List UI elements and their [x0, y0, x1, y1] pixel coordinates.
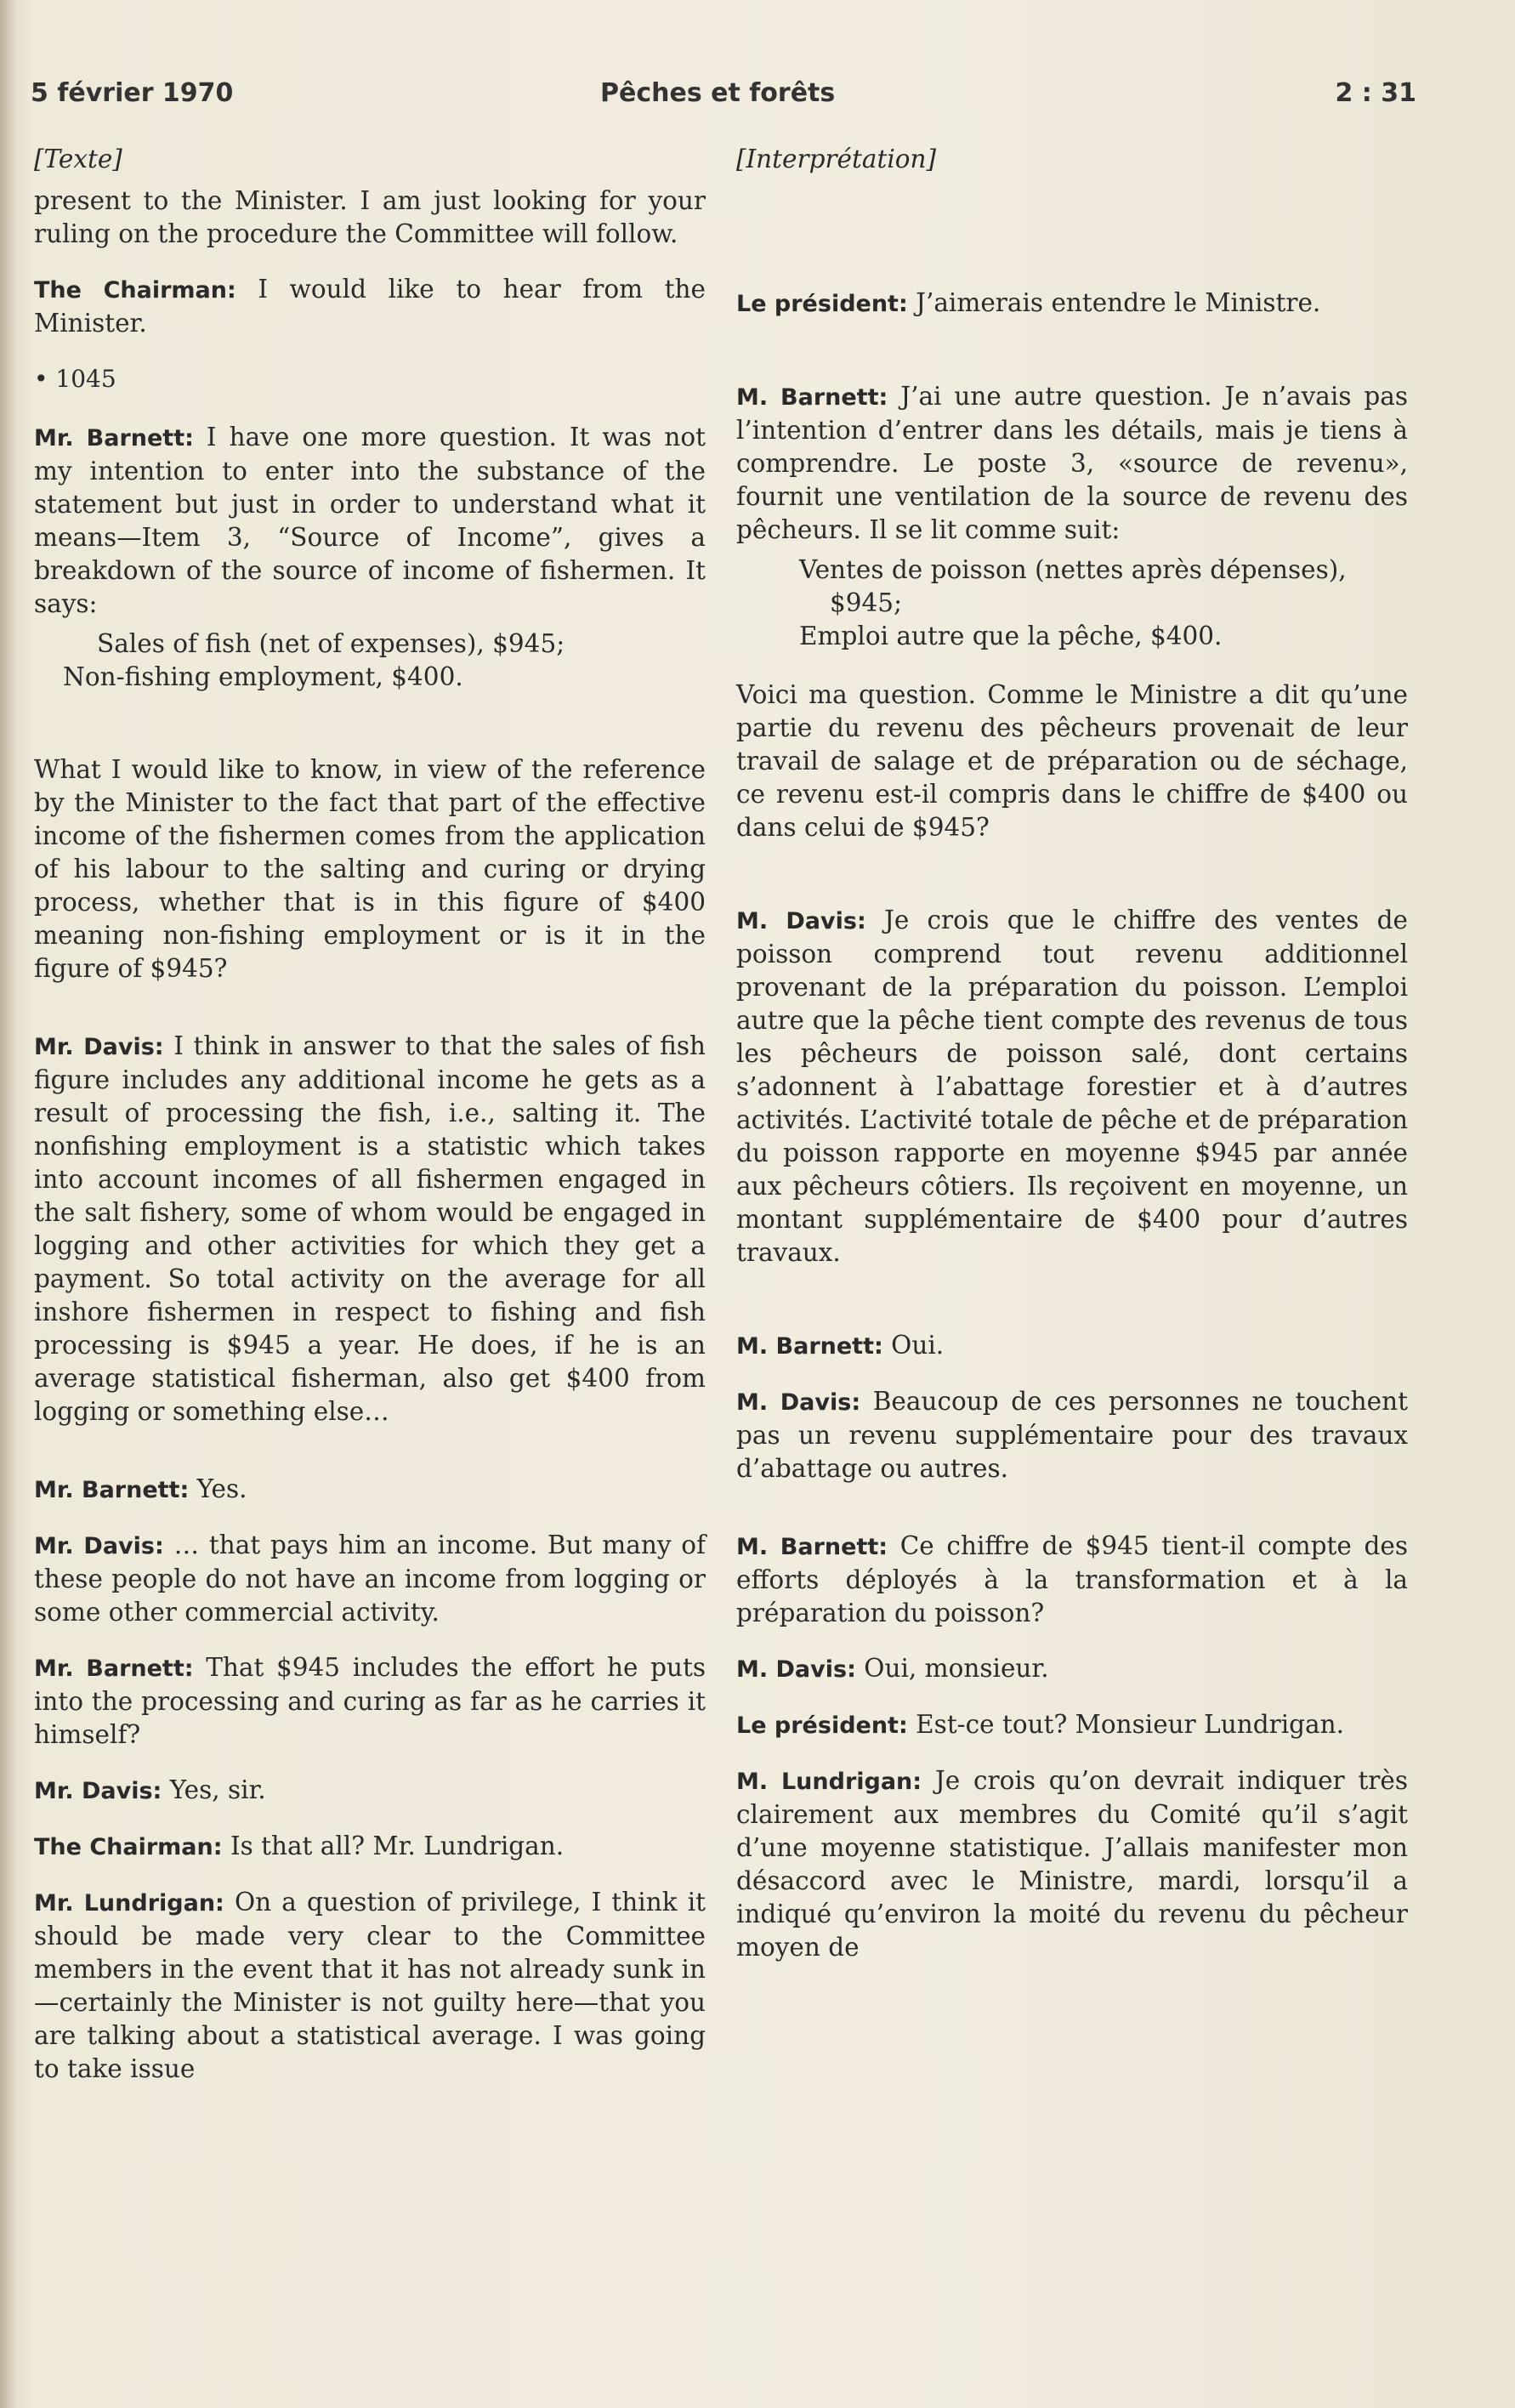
speaker-name: Mr. Davis: — [34, 1533, 164, 1559]
paragraph — [34, 1473, 706, 1507]
speech-text: Oui. — [882, 1331, 945, 1360]
paragraph — [736, 904, 1408, 1269]
header-page-number: 2 : 31 — [1335, 78, 1416, 108]
speaker-name: The Chairman: — [34, 1834, 223, 1860]
speaker-name: M. Davis: — [736, 1656, 856, 1683]
speaker-name: M. Barnett: — [736, 384, 888, 411]
speaker-name: Mr. Barnett: — [34, 425, 194, 452]
speaker-name: Mr. Lundrigan: — [34, 1890, 224, 1917]
paragraph — [736, 287, 1408, 321]
paragraph — [736, 380, 1408, 547]
paragraph — [736, 1329, 1408, 1363]
paragraph — [34, 1529, 706, 1629]
paragraph — [736, 1652, 1408, 1686]
column-label-texte: [Texte] — [34, 145, 122, 173]
paragraph — [34, 1774, 706, 1808]
header-date: 5 février 1970 — [31, 78, 234, 108]
speech-text: I think in answer to that the sales of fish figure includes any additional income he gets as a result of processing the fish, i.e., salting it. The nonfishing employment is a statistic which takes into account incomes of all fishermen engaged in the salt fishery, some of whom would be engaged in logging and other activities for which they get a payment. So total activity on the average for all inshore fishermen in respect to fishing and fish processing is $945 a year. He does, if he is an average statistical fisherman, also get $400 from logging or something else… — [34, 1031, 706, 1426]
speaker-name: The Chairman: — [34, 277, 236, 304]
quote-line: Non-fishing employment, $400. — [63, 662, 463, 691]
header-title: Pêches et forêts — [600, 78, 836, 108]
quote-line: Sales of fish (net of expenses), $945; — [97, 629, 565, 658]
speech-text: Ce chiffre de $945 tient-il compte des efforts déployés à la transformation et à la préparation du poisson? — [736, 1531, 1408, 1627]
speech-text: Je crois qu’on devrait indiquer très clairement aux membres du Comité qu’il s’agit d’une moyenne statistique. J’allais manifester mon désaccord avec le Ministre, mardi, lorsqu’il a indiqué qu’environ la moité du revenu du pêcheur moyen de — [736, 1766, 1409, 1962]
speaker-name: M. Lundrigan: — [736, 1769, 922, 1795]
speech-text: J’ai une autre question. Je n’avais pas l’intention d’entrer dans les détails, mais je tiens à comprendre. Le poste 3, «source de revenu», fournit une ventilation de la source de revenu des pêcheurs. Il se lit comme suit: — [736, 382, 1408, 544]
page-binding-edge — [0, 0, 15, 2408]
paragraph — [34, 1886, 706, 2086]
paragraph — [34, 273, 706, 340]
speech-text: On a question of privilege, I think it should be made very clear to the Committee members in the event that it has not already sunk in—certainly the Minister is not guilty here—that you are talking about a statistical average. I was going to take issue — [34, 1888, 706, 2083]
speech-text: I have one more question. It was not my intention to enter into the substance of the statement but just in order to understand what it means—Item 3, “Source of Income”, gives a breakdown of the source of income of fishermen. It says: — [34, 423, 706, 618]
speaker-name: M. Barnett: — [736, 1333, 883, 1360]
speech-text: Yes. — [189, 1474, 247, 1503]
speaker-name: M. Davis: — [736, 1389, 861, 1416]
speech-text: Je crois que le chiffre des ventes de poisson comprend tout revenu additionnel provenant de la préparation du poisson. L’emploi autre que la pêche tient compte des revenus de tous les pêcheurs de poisson salé, dont certains s’adonnent à l’abattage forestier et à d’autres activités. L’activité totale de pêche et de préparation du poisson rapporte en moyenne $945 par année aux pêcheurs côtiers. Ils reçoivent en moyenne, un montant supplémentaire de $400 pour d’autres travaux. — [736, 906, 1408, 1267]
paragraph — [736, 1708, 1408, 1742]
speech-text: That $945 includes the effort he puts into the processing and curing as far as he carries it himself? — [34, 1653, 706, 1749]
paragraph — [34, 421, 706, 621]
speech-text: Beaucoup de ces personnes ne touchent pas un revenu supplémentaire pour des travaux d’abattage ou autres. — [736, 1387, 1408, 1483]
time-marker: • 1045 — [34, 365, 116, 393]
speech-text: J’aimerais entendre le Ministre. — [907, 288, 1321, 317]
column-label-interpretation: [Interprétation] — [736, 145, 937, 173]
paragraph: present to the Minister. I am just looking for your ruling on the procedure the Committee will follow. — [34, 186, 706, 248]
quote-line: Ventes de poisson (nettes après dépenses), $945; — [799, 555, 1347, 617]
english-column — [34, 143, 706, 2108]
speaker-name: Mr. Davis: — [34, 1034, 164, 1060]
french-column — [736, 143, 1408, 1986]
speaker-name: M. Barnett: — [736, 1534, 888, 1560]
speaker-name: Le président: — [736, 1712, 908, 1739]
paragraph — [736, 1764, 1408, 1964]
paragraph — [736, 1530, 1408, 1630]
speech-text: Est-ce tout? Monsieur Lundrigan. — [907, 1710, 1344, 1739]
speaker-name: Le président: — [736, 291, 908, 317]
paragraph: What I would like to know, in view of the reference by the Minister to the fact that part of the effective income of the fishermen comes from the application of his labour to the salting and curing or drying process, whether that is in this figure of $400 meaning non-fishing employment or is it in the figure of $945? — [34, 755, 706, 983]
quoted-items — [736, 554, 1408, 653]
paragraph — [34, 1651, 706, 1752]
speech-text: Oui, monsieur. — [855, 1654, 1049, 1683]
speaker-name: M. Davis: — [736, 908, 866, 934]
speaker-name: Mr. Barnett: — [34, 1477, 190, 1503]
paragraph: Voici ma question. Comme le Ministre a dit qu’une partie du revenu des pêcheurs provenait de leur travail de salage et de préparation ou de séchage, ce revenu est-il compris dans le chiffre de $400 ou dans celui de $945? — [736, 680, 1408, 842]
paragraph — [34, 1030, 706, 1428]
speaker-name: Mr. Davis: — [34, 1778, 162, 1804]
quoted-items — [34, 628, 706, 694]
speech-text: Yes, sir. — [162, 1775, 266, 1804]
running-header — [31, 78, 1416, 121]
speaker-name: Mr. Barnett: — [34, 1656, 194, 1682]
quote-line: Emploi autre que la pêche, $400. — [799, 622, 1223, 650]
paragraph — [736, 1385, 1408, 1485]
paragraph — [34, 1830, 706, 1864]
speech-text: Is that all? Mr. Lundrigan. — [222, 1832, 565, 1860]
speech-text: I would like to hear from the Minister. — [34, 275, 706, 338]
speech-text: … that pays him an income. But many of these people do not have an income from logging or some other commercial activity. — [34, 1531, 706, 1627]
